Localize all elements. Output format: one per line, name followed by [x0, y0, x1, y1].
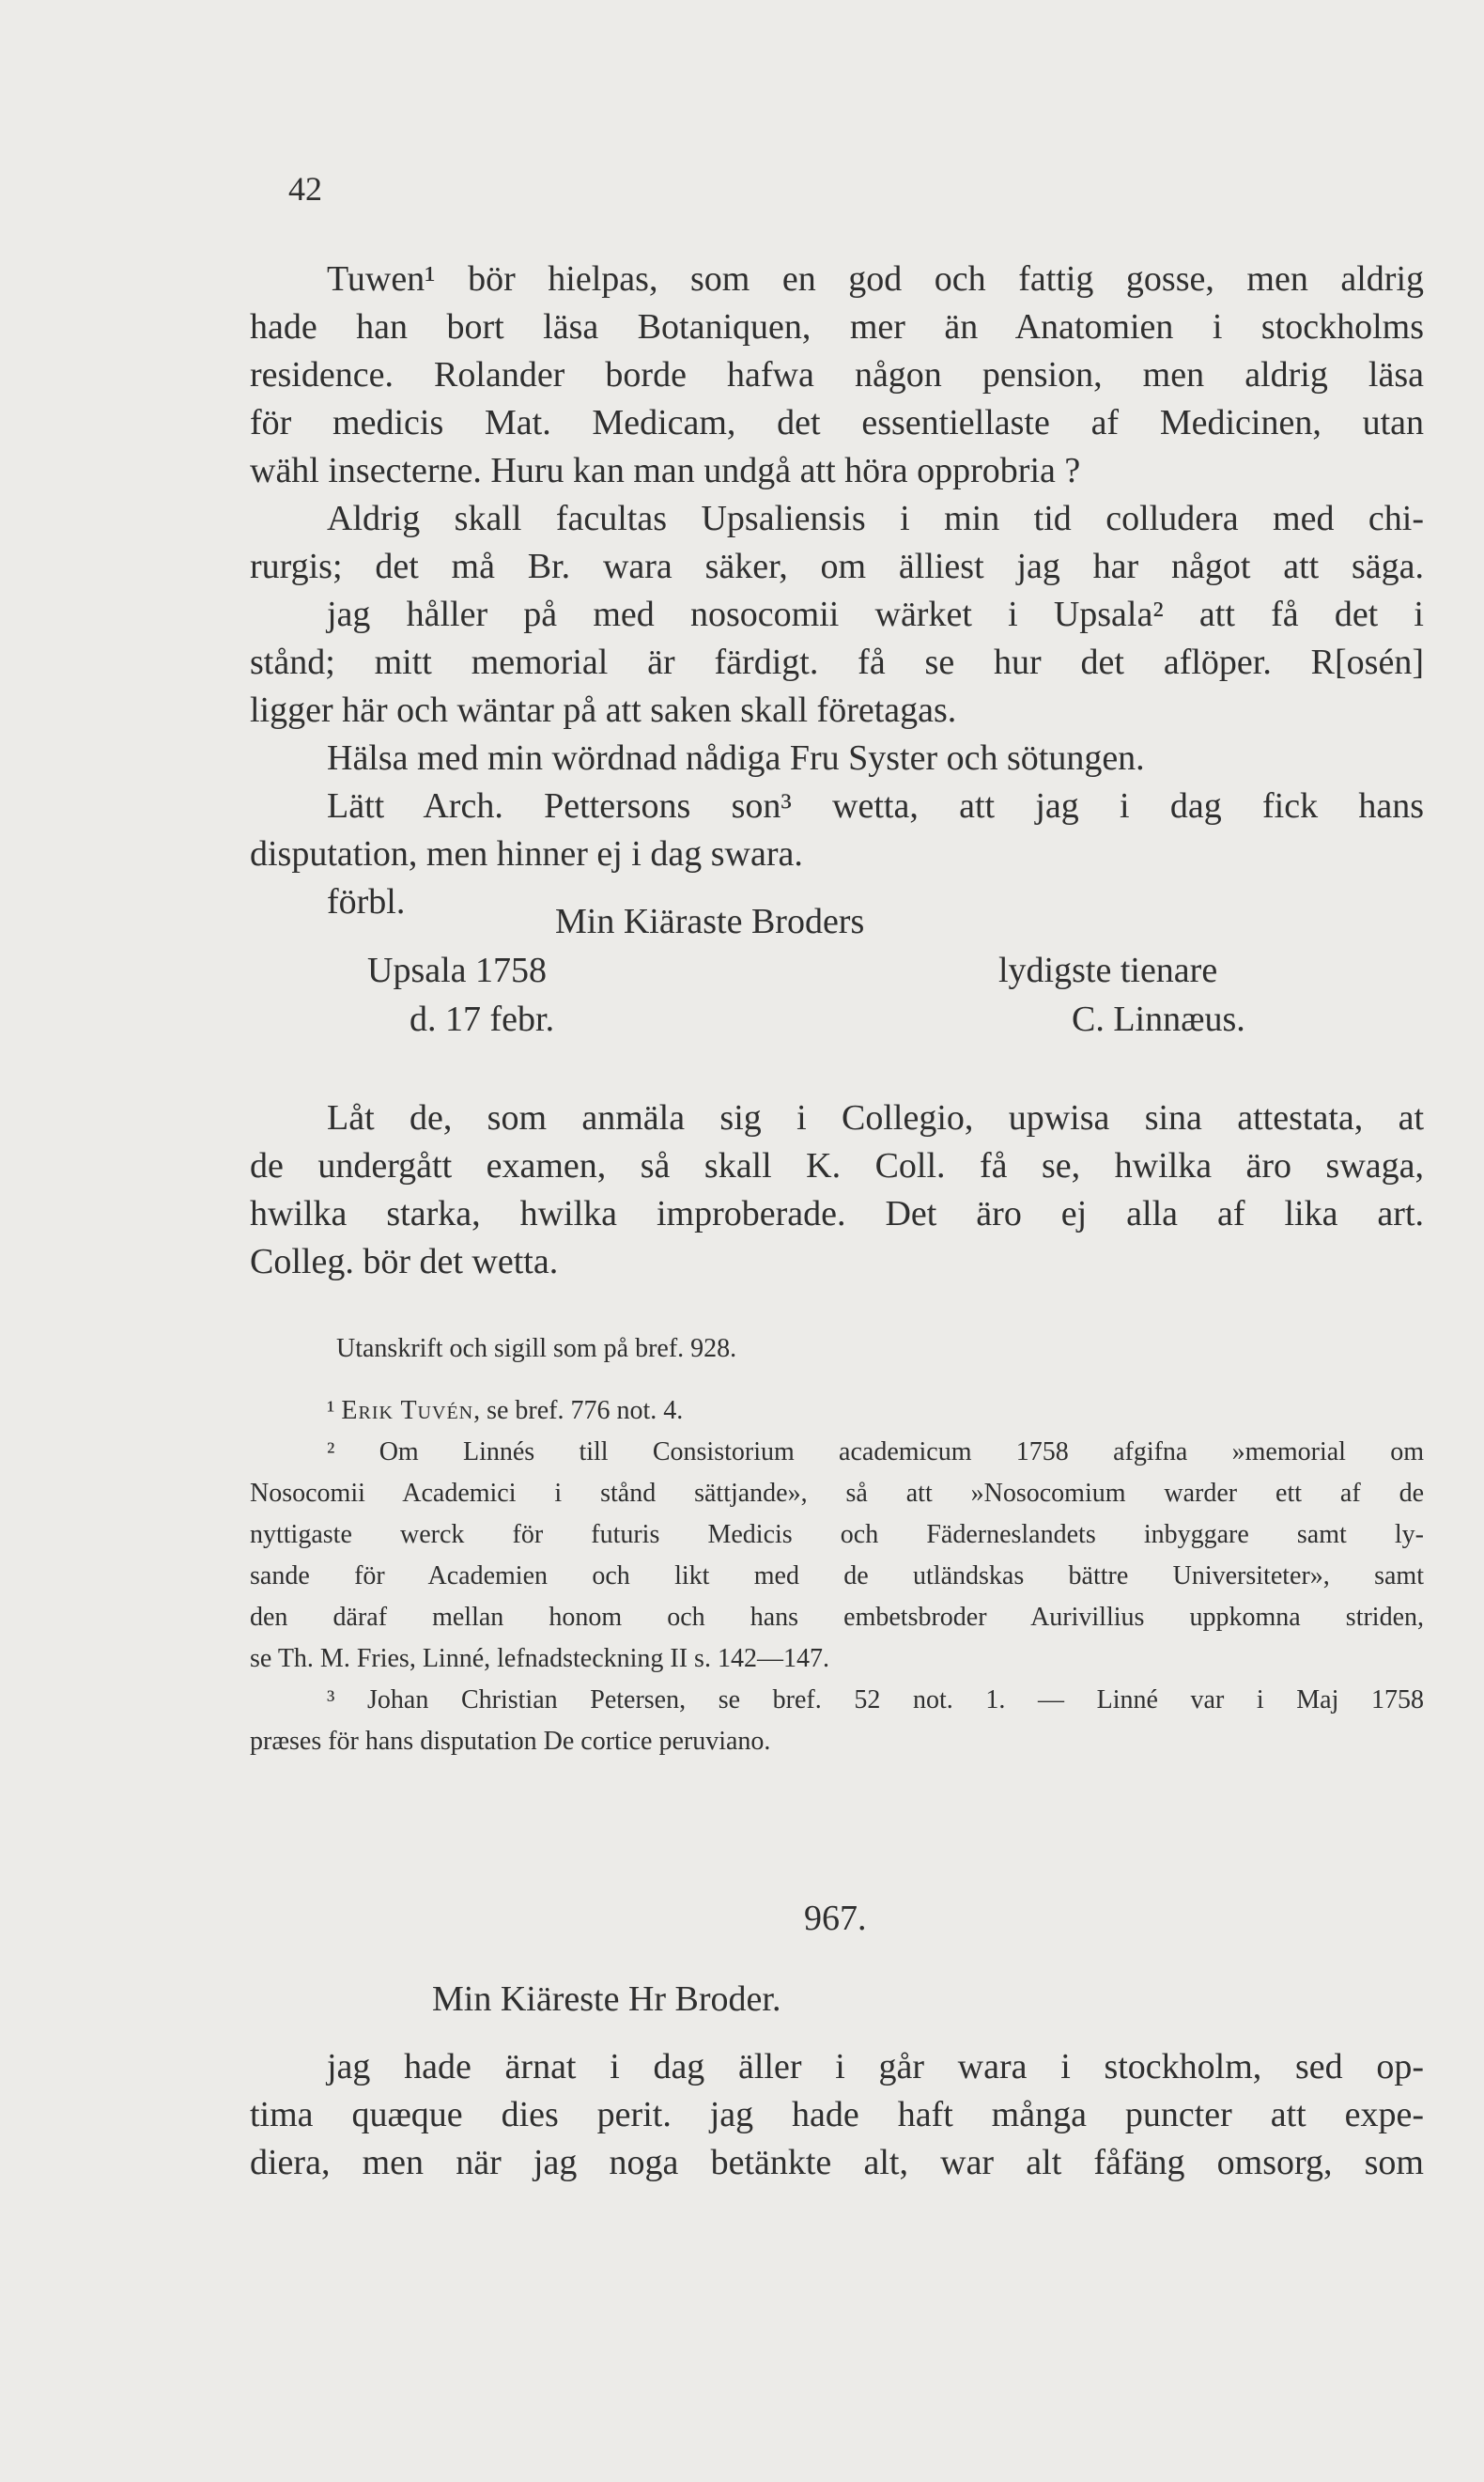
- text-line: förbl.: [327, 882, 406, 922]
- footnote-text: Om Linnés till Consistorium academicum 1758 afgifna »memorial om: [379, 1437, 1424, 1466]
- footnotes: [250, 1390, 1424, 1762]
- footnote-2-line: sande för Academien och likt med de utländskas bättre Universiteter», samt: [250, 1561, 1424, 1590]
- text-line: tima quæque dies perit. jag hade haft många puncter att expe-: [250, 2095, 1424, 2134]
- text-line: Hälsa med min wördnad nådiga Fru Syster och sötungen.: [327, 738, 1145, 778]
- text-line: Colleg. bör det wetta.: [250, 1242, 559, 1281]
- text-line: Tuwen¹ bör hielpas, som en god och fattig gosse, men aldrig: [327, 259, 1424, 299]
- postscript: [250, 1094, 1424, 1286]
- letter-body: [250, 256, 1424, 926]
- footnote-3-line: præses för hans disputation De cortice peruviano.: [250, 1727, 771, 1756]
- text-line: diera, men när jag noga betänkte alt, war alt fåfäng omsorg, som: [250, 2143, 1424, 2182]
- text-line: hwilka starka, hwilka improberade. Det äro ej alla af lika art.: [250, 1194, 1424, 1233]
- footnote-mark: ³: [327, 1685, 335, 1714]
- footnote-1: [250, 1390, 1424, 1432]
- footnote-text: , se bref. 776 not. 4.: [473, 1396, 684, 1425]
- paragraph: [250, 495, 1424, 591]
- closing-place: Upsala 1758: [367, 951, 548, 990]
- footnote-person: Erik Tuvén: [341, 1396, 474, 1425]
- text-line: Lätt Arch. Pettersons son³ wetta, att jag i dag fick hans: [327, 786, 1424, 826]
- text-line: jag hade ärnat i dag äller i går wara i stockholm, sed op-: [327, 2047, 1424, 2086]
- letter-body: [250, 2043, 1424, 2187]
- paragraph: [250, 591, 1424, 735]
- paragraph: [250, 735, 1424, 783]
- address-note: [250, 1328, 1424, 1370]
- text-line: Aldrig skall facultas Upsaliensis i min tid colludera med chi-: [327, 499, 1424, 538]
- footnote-2-line: den däraf mellan honom och hans embetsbroder Aurivillius uppkomna striden,: [250, 1603, 1424, 1632]
- letter-closing: [250, 897, 1424, 1044]
- footnote-text: Johan Christian Petersen, se bref. 52 not. 1. — Linné var i Maj 1758: [367, 1685, 1425, 1714]
- closing-servant: lydigste tienare: [998, 951, 1218, 990]
- signature: C. Linnæus.: [1072, 1000, 1245, 1039]
- text-line: disputation, men hinner ej i dag swara.: [250, 834, 803, 874]
- footnote-2-line: [250, 1432, 1424, 1473]
- paragraph: [250, 783, 1424, 878]
- footnote-3-line: [250, 1680, 1424, 1721]
- text-line: för medicis Mat. Medicam, det essentiellaste af Medicinen, utan: [250, 403, 1424, 442]
- closing-date: d. 17 febr.: [410, 1000, 555, 1039]
- footnote-2-line: Nosocomii Academici i stånd sättjande», så att »Nosocomium warder ett af de: [250, 1479, 1424, 1508]
- text-line: hade han bort läsa Botaniquen, mer än Anatomien i stockholms: [250, 307, 1424, 347]
- paragraph: [250, 2043, 1424, 2187]
- page-number: 42: [288, 170, 322, 208]
- paragraph: [250, 256, 1424, 495]
- text-line: residence. Rolander borde hafwa någon pension, men aldrig läsa: [250, 355, 1424, 395]
- text-line: de undergått examen, så skall K. Coll. få se, hwilka äro swaga,: [250, 1146, 1424, 1186]
- closing-salutation: Min Kiäraste Broders: [555, 902, 865, 941]
- text-line: jag håller på med nosocomii wärket i Upsala² att få det i: [327, 595, 1424, 634]
- text-line: stånd; mitt memorial är färdigt. få se hur det aflöper. R[osén]: [250, 643, 1424, 682]
- letter-number: 967.: [804, 1899, 867, 1938]
- text-line: ligger här och wäntar på att saken skall företagas.: [250, 690, 957, 730]
- text-line: Låt de, som anmäla sig i Collegio, upwisa sina attestata, at: [327, 1098, 1424, 1138]
- footnote-mark: ²: [327, 1437, 335, 1466]
- footnote-2-line: se Th. M. Fries, Linné, lefnadsteckning II s. 142—147.: [250, 1644, 829, 1673]
- footnote-mark: ¹: [327, 1396, 335, 1425]
- letter-salutation: Min Kiäreste Hr Broder.: [432, 1979, 781, 2019]
- text-line: rurgis; det må Br. wara säker, om älliest jag har något att säga.: [250, 547, 1424, 586]
- paragraph: [250, 1094, 1424, 1286]
- text-line: wähl insecterne. Huru kan man undgå att höra opprobria ?: [250, 451, 1081, 490]
- text-line: Utanskrift och sigill som på bref. 928.: [336, 1334, 737, 1363]
- footnote-2-line: nyttigaste werck för futuris Medicis och Fäderneslandets inbyggare samt ly-: [250, 1520, 1424, 1549]
